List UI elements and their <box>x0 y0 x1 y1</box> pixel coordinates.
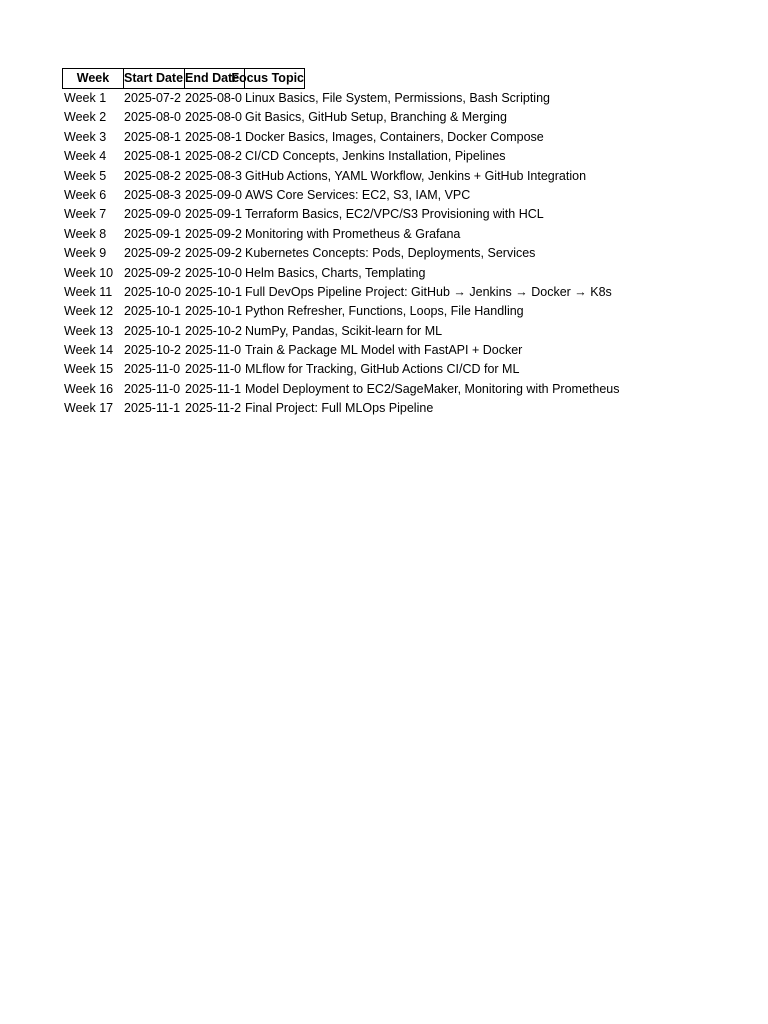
schedule-sheet <box>62 68 742 419</box>
end-date-cell[interactable]: 2025-10-1 <box>185 284 242 299</box>
header-focus-topic-text: Focus Topic <box>231 71 304 85</box>
table-row <box>62 225 742 244</box>
week-cell[interactable]: Week 5 <box>64 168 107 183</box>
focus-topic-cell[interactable]: Kubernetes Concepts: Pods, Deployments, Services <box>245 246 536 261</box>
table-row <box>62 380 742 399</box>
week-cell[interactable]: Week 7 <box>64 207 107 222</box>
week-cell[interactable]: Week 9 <box>64 246 107 261</box>
table-row <box>62 89 742 108</box>
week-cell[interactable]: Week 13 <box>64 323 114 338</box>
start-date-cell[interactable]: 2025-09-2 <box>124 246 181 261</box>
focus-topic-cell[interactable]: AWS Core Services: EC2, S3, IAM, VPC <box>245 187 471 202</box>
end-date-cell[interactable]: 2025-09-0 <box>185 187 242 202</box>
focus-topic-cell[interactable]: NumPy, Pandas, Scikit-learn for ML <box>245 323 443 338</box>
week-cell[interactable]: Week 11 <box>64 284 113 299</box>
focus-topic-cell[interactable]: Monitoring with Prometheus & Grafana <box>245 226 461 241</box>
week-cell[interactable]: Week 12 <box>64 304 114 319</box>
focus-topic-cell[interactable]: MLflow for Tracking, GitHub Actions CI/CD for ML <box>245 362 520 377</box>
table-row <box>62 264 742 283</box>
end-date-cell[interactable]: 2025-08-3 <box>185 168 242 183</box>
focus-topic-cell[interactable]: CI/CD Concepts, Jenkins Installation, Pipelines <box>245 149 506 164</box>
focus-topic-cell[interactable]: Docker Basics, Images, Containers, Docker Compose <box>245 129 544 144</box>
start-date-cell[interactable]: 2025-08-1 <box>124 149 181 164</box>
week-cell[interactable]: Week 1 <box>64 91 107 105</box>
table-row <box>62 360 742 379</box>
table-row <box>62 205 742 224</box>
start-date-cell[interactable]: 2025-10-2 <box>124 343 181 358</box>
start-date-cell[interactable]: 2025-08-2 <box>124 168 181 183</box>
end-date-cell[interactable]: 2025-11-0 <box>185 362 242 377</box>
table-row <box>62 186 742 205</box>
focus-topic-cell[interactable]: Python Refresher, Functions, Loops, File Handling <box>245 304 524 319</box>
table-row <box>62 283 742 302</box>
header-week[interactable]: Week <box>62 68 124 89</box>
table-row <box>62 244 742 263</box>
focus-topic-cell[interactable]: Linux Basics, File System, Permissions, Bash Scripting <box>245 91 550 105</box>
focus-topic-cell[interactable]: Terraform Basics, EC2/VPC/S3 Provisioning with HCL <box>245 207 544 222</box>
table-row <box>62 322 742 341</box>
focus-topic-cell[interactable]: Full DevOps Pipeline Project: GitHub → Jenkins → Docker → K8s <box>245 284 612 299</box>
start-date-cell[interactable]: 2025-09-2 <box>124 265 181 280</box>
table-row <box>62 302 742 321</box>
end-date-cell[interactable]: 2025-10-0 <box>185 265 242 280</box>
table-row <box>62 341 742 360</box>
end-date-cell[interactable]: 2025-11-1 <box>185 381 242 396</box>
table-row <box>62 399 742 418</box>
header-focus-topic[interactable] <box>231 68 305 89</box>
start-date-cell[interactable]: 2025-09-0 <box>124 207 181 222</box>
start-date-cell[interactable]: 2025-11-1 <box>124 401 181 416</box>
focus-topic-cell[interactable]: Train & Package ML Model with FastAPI + Docker <box>245 343 523 358</box>
week-cell[interactable]: Week 3 <box>64 129 107 144</box>
start-date-cell[interactable]: 2025-10-1 <box>124 323 181 338</box>
start-date-cell[interactable]: 2025-08-3 <box>124 187 181 202</box>
week-cell[interactable]: Week 14 <box>64 343 114 358</box>
week-cell[interactable]: Week 15 <box>64 362 114 377</box>
week-cell[interactable]: Week 6 <box>64 187 107 202</box>
start-date-cell[interactable]: 2025-11-0 <box>124 362 181 377</box>
week-cell[interactable]: Week 10 <box>64 265 114 280</box>
table-body <box>62 89 742 419</box>
table-row <box>62 128 742 147</box>
week-cell[interactable]: Week 8 <box>64 226 107 241</box>
focus-topic-cell[interactable]: Final Project: Full MLOps Pipeline <box>245 401 434 416</box>
start-date-cell[interactable]: 2025-10-1 <box>124 304 181 319</box>
start-date-cell[interactable]: 2025-07-2 <box>124 91 181 105</box>
focus-topic-cell[interactable]: Helm Basics, Charts, Templating <box>245 265 426 280</box>
end-date-cell[interactable]: 2025-10-1 <box>185 304 242 319</box>
end-date-cell[interactable]: 2025-09-2 <box>185 246 242 261</box>
header-end-date[interactable]: End Date <box>184 68 245 89</box>
header-start-date[interactable]: Start Date <box>123 68 185 89</box>
end-date-cell[interactable]: 2025-09-2 <box>185 226 242 241</box>
end-date-cell[interactable]: 2025-11-0 <box>185 343 242 358</box>
start-date-cell[interactable]: 2025-08-1 <box>124 129 181 144</box>
end-date-cell[interactable]: 2025-08-2 <box>185 149 242 164</box>
start-date-cell[interactable]: 2025-11-0 <box>124 381 181 396</box>
focus-topic-cell[interactable]: Model Deployment to EC2/SageMaker, Monitoring with Prometheus <box>245 381 620 396</box>
table-row <box>62 108 742 127</box>
end-date-cell[interactable]: 2025-10-2 <box>185 323 242 338</box>
start-date-cell[interactable]: 2025-09-1 <box>124 226 181 241</box>
header-row <box>62 68 742 89</box>
end-date-cell[interactable]: 2025-11-2 <box>185 401 242 416</box>
week-cell[interactable]: Week 17 <box>64 401 114 416</box>
start-date-cell[interactable]: 2025-10-0 <box>124 284 181 299</box>
week-cell[interactable]: Week 4 <box>64 149 107 164</box>
week-cell[interactable]: Week 2 <box>64 110 107 125</box>
table-row <box>62 167 742 186</box>
end-date-cell[interactable]: 2025-09-1 <box>185 207 242 222</box>
end-date-cell[interactable]: 2025-08-0 <box>185 91 242 105</box>
start-date-cell[interactable]: 2025-08-0 <box>124 110 181 125</box>
table-row <box>62 147 742 166</box>
focus-topic-cell[interactable]: Git Basics, GitHub Setup, Branching & Merging <box>245 110 507 125</box>
end-date-cell[interactable]: 2025-08-1 <box>185 129 242 144</box>
focus-topic-cell[interactable]: GitHub Actions, YAML Workflow, Jenkins + GitHub Integration <box>245 168 587 183</box>
week-cell[interactable]: Week 16 <box>64 381 114 396</box>
end-date-cell[interactable]: 2025-08-0 <box>185 110 242 125</box>
